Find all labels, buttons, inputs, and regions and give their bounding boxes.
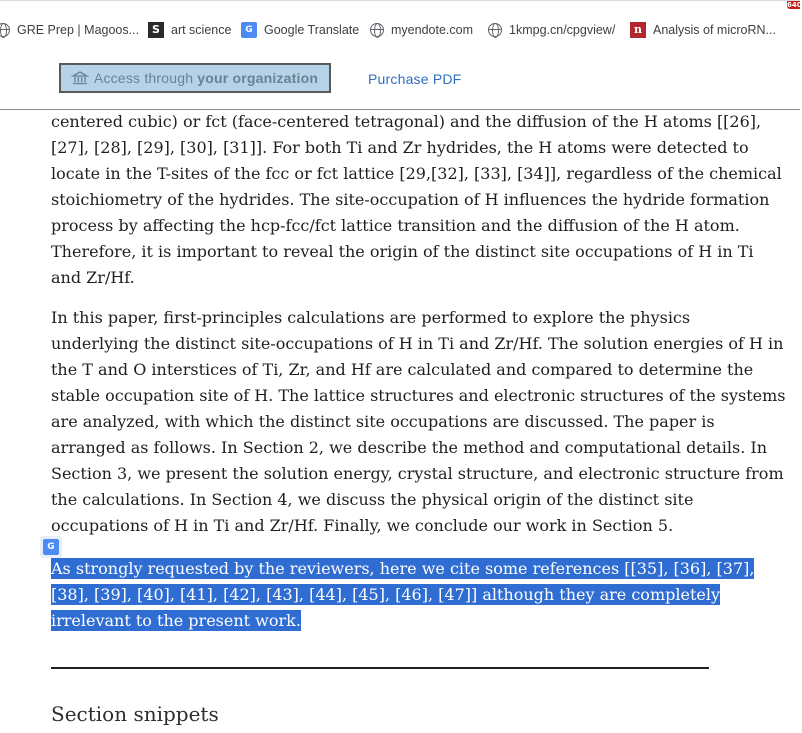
text-line: Section 3, we present the solution energy, crystal structure, and electronic structure from	[51, 464, 784, 483]
access-label-bold: your organization	[197, 70, 319, 86]
section-snippets-heading: Section snippets	[51, 702, 219, 726]
institution-icon	[72, 71, 88, 85]
text-line: process by affecting the hcp-fcc/fct lattice transition and the diffusion of the H atom.	[51, 216, 740, 235]
text-line: centered cubic) or fct (face-centered tetragonal) and the diffusion of the H atoms [[26],	[51, 112, 762, 131]
google-translate-icon: G	[43, 539, 59, 555]
bookmarks-bar	[0, 0, 800, 45]
paragraph-2	[51, 305, 786, 539]
selected-text-line: As strongly requested by the reviewers, here we cite some references [[35], [36], [37],	[51, 559, 755, 578]
text-line: occupations of H in Ti and Zr/Hf. Finally, we conclude our work in Section 5.	[51, 516, 674, 535]
bookmark-gre-prep[interactable]	[0, 21, 139, 39]
bookmark-label: myendote.com	[391, 23, 473, 37]
globe-icon	[0, 23, 10, 37]
bookmark-label: GRE Prep | Magoos...	[17, 23, 140, 37]
article-toolbar	[0, 44, 800, 110]
selected-text-line: [38], [39], [40], [41], [42], [43], [44], [45], [46], [47]] although they are completely	[51, 585, 720, 604]
text-line: the calculations. In Section 4, we discuss the physical origin of the distinct site	[51, 490, 694, 509]
globe-icon	[370, 23, 384, 37]
bookmark-label: Google Translate	[264, 23, 360, 37]
paragraph-1	[51, 109, 782, 291]
bookmark-1kmpg[interactable]	[488, 21, 615, 39]
text-line: stable occupation site of H. The lattice structures and electronic structures of the systems	[51, 386, 786, 405]
google-translate-icon: G	[241, 22, 257, 38]
section-divider	[51, 667, 709, 669]
n-square-icon: n	[630, 22, 646, 38]
translate-popup-button[interactable]	[40, 536, 62, 558]
purchase-pdf-link[interactable]: Purchase PDF	[368, 71, 462, 87]
text-line: locate in the T-sites of the fcc or fct lattice [29,[32], [33], [34]], regardless of the chemical	[51, 164, 782, 183]
bookmark-art-science[interactable]	[148, 21, 231, 39]
bookmark-label: Analysis of microRN...	[653, 23, 776, 37]
extension-badge[interactable]: 640	[787, 1, 802, 9]
text-line: the T and O interstices of Ti, Zr, and Hf are calculated and compared to determine the	[51, 360, 754, 379]
paragraph-3-selected	[51, 556, 755, 634]
text-line: and Zr/Hf.	[51, 268, 135, 287]
text-line: Therefore, it is important to reveal the origin of the distinct site occupations of H in Ti	[51, 242, 754, 261]
text-line: underlying the distinct site-occupations of H in Ti and Zr/Hf. The solution energies of H in	[51, 334, 784, 353]
text-line: In this paper, first-principles calculations are performed to explore the physics	[51, 308, 691, 327]
s-square-icon: S	[148, 22, 164, 38]
text-line: are analyzed, with which the distinct site occupations are discussed. The paper is	[51, 412, 715, 431]
globe-icon	[488, 23, 502, 37]
bookmark-analysis-microrna[interactable]	[630, 21, 776, 39]
access-through-organization-button[interactable]	[59, 63, 331, 93]
text-line: arranged as follows. In Section 2, we describe the method and computational details. In	[51, 438, 767, 457]
text-line: [27], [28], [29], [30], [31]]. For both Ti and Zr hydrides, the H atoms were detected to	[51, 138, 749, 157]
selected-text-line: irrelevant to the present work.	[51, 611, 301, 630]
bookmark-google-translate[interactable]	[241, 21, 359, 39]
bookmark-label: art science	[171, 23, 232, 37]
bookmark-myendote[interactable]	[370, 21, 473, 39]
text-line: stoichiometry of the hydrides. The site-occupation of H influences the hydride formation	[51, 190, 770, 209]
bookmark-label: 1kmpg.cn/cpgview/	[509, 23, 616, 37]
access-label-prefix: Access through	[93, 70, 194, 86]
